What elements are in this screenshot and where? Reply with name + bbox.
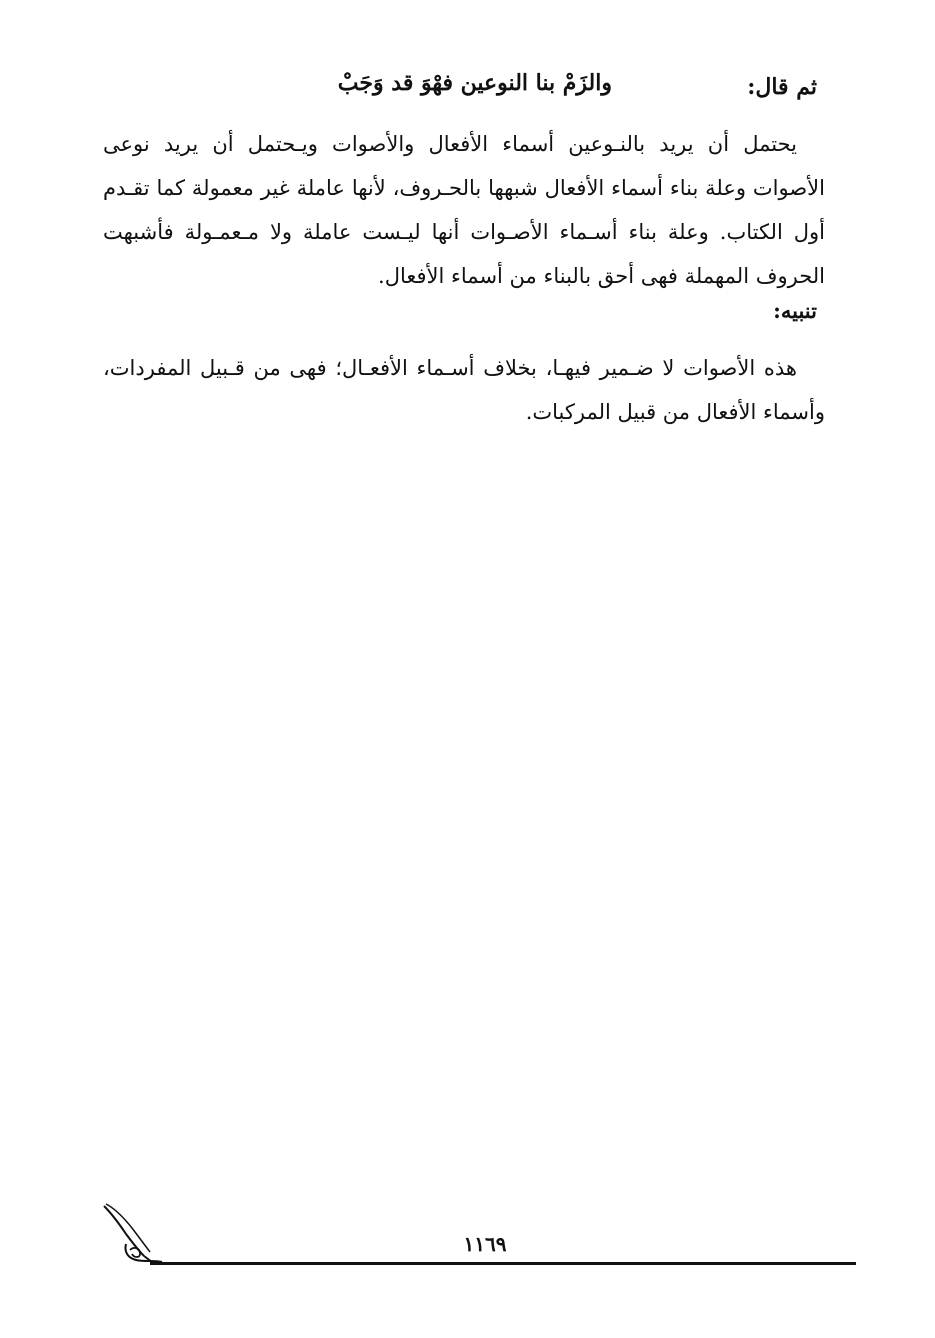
note-heading: تنبيه:	[773, 298, 817, 323]
note-text: هذه الأصوات لا ضـمير فيهـا، بخلاف أسـماء الأفعـال؛ فهى من قـبيل المفردات، وأسماء الأفعال من قبيل المركبات.	[103, 356, 825, 424]
verse-text: والزَمْ بنا النوعين فهْوَ قد وَجَبْ	[337, 70, 612, 96]
commentary-paragraph	[103, 122, 825, 298]
verse-line	[117, 70, 817, 110]
commentary-text: يحتمل أن يريد بالنـوعين أسماء الأفعال والأصوات ويـحتمل أن يريد نوعى الأصوات وعلة بناء أسماء الأفعال شبهها بالحـروف، لأنها عاملة غير معمولة كما تقـدم أول الكتاب. وعلة بناء أسـماء الأصـوات أنها ليـست عاملة ولا مـعمـولة فأشبهت الحروف المهملة فهى أحق بالبناء من أسماء الأفعال.	[103, 132, 825, 288]
note-paragraph	[103, 346, 825, 434]
page-number: ١١٦٩	[463, 1232, 507, 1256]
footer-rule	[150, 1262, 856, 1265]
verse-intro: ثم قال:	[747, 74, 817, 100]
